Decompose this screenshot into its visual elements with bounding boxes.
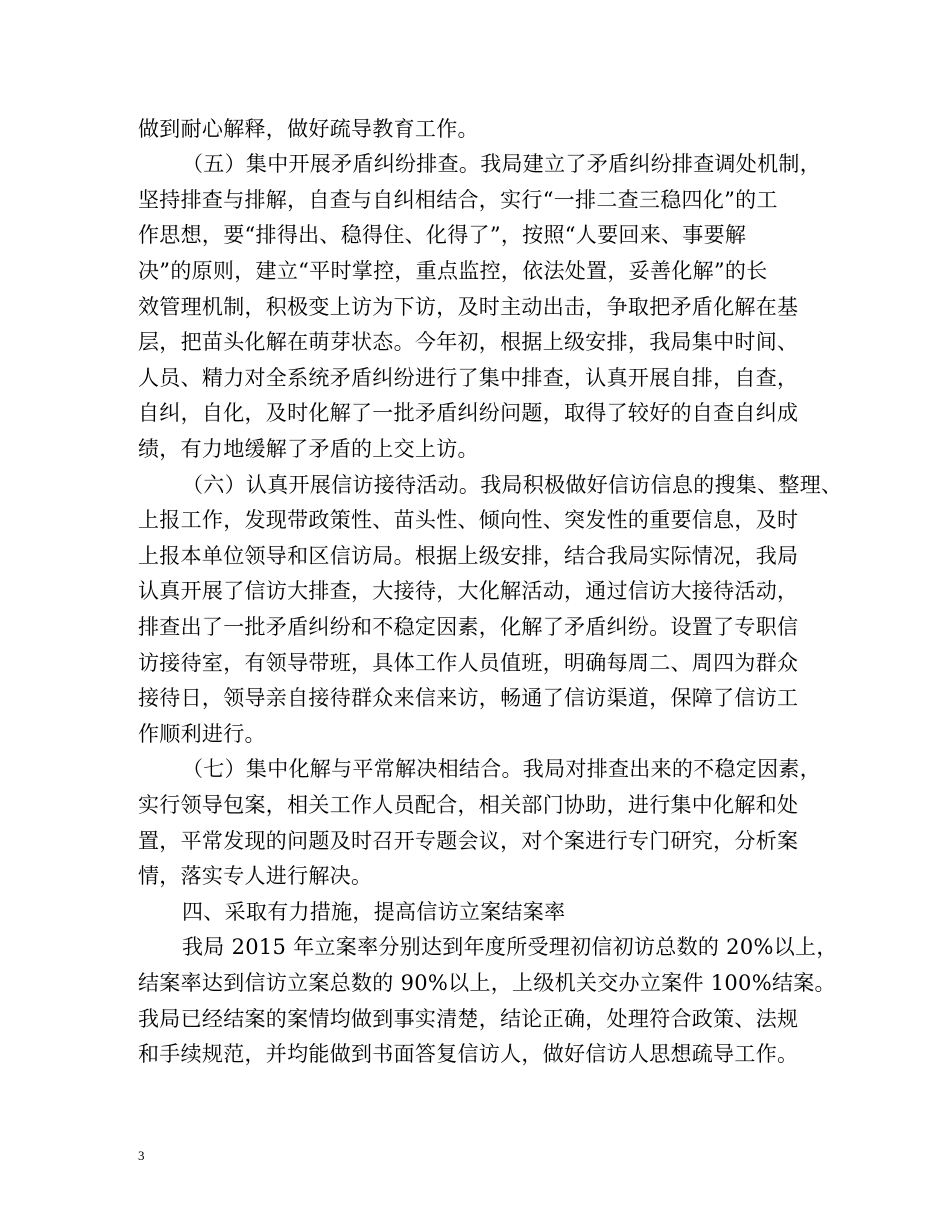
text-line: 上报工作，发现带政策性、苗头性、倾向性、突发性的重要信息，及时 <box>138 508 799 532</box>
text-line: 绩，有力地缓解了矛盾的上交上访。 <box>138 437 479 461</box>
section-heading: 四、采取有力措施，提高信访立案结案率 <box>182 900 566 924</box>
page-number: 3 <box>138 1148 145 1163</box>
paragraph-heading: （六）认真开展信访接待活动。我局积极做好信访信息的搜集、整理、 <box>182 473 843 497</box>
text-line: 效管理机制，积极变上访为下访，及时主动出击，争取把矛盾化解在基 <box>138 295 799 319</box>
text-line: 访接待室，有领导带班，具体工作人员值班，明确每周二、周四为群众 <box>138 651 799 675</box>
text-line: 实行领导包案，相关工作人员配合，相关部门协助，进行集中化解和处 <box>138 793 799 817</box>
text-line: 结案率达到信访立案总数的 90%以上，上级机关交办立案件 100%结案。 <box>138 971 836 995</box>
text-line: 认真开展了信访大排查，大接待，大化解活动，通过信访大接待活动， <box>138 579 799 603</box>
paragraph-heading: （七）集中化解与平常解决相结合。我局对排查出来的不稳定因素， <box>182 757 821 781</box>
text-line: 和手续规范，并均能做到书面答复信访人，做好信访人思想疏导工作。 <box>138 1042 799 1066</box>
text-line: 作思想，要“排得出、稳得住、化得了”，按照“人要回来、事要解 <box>138 223 747 247</box>
text-line: 置，平常发现的问题及时召开专题会议，对个案进行专门研究，分析案 <box>138 829 799 853</box>
paragraph-heading: （五）集中开展矛盾纠纷排查。我局建立了矛盾纠纷排查调处机制， <box>182 152 821 176</box>
text-line: 做到耐心解释，做好疏导教育工作。 <box>138 117 479 141</box>
text-line: 我局 2015 年立案率分别达到年度所受理初信初访总数的 20%以上， <box>182 935 838 959</box>
text-line: 接待日，领导亲自接待群众来信来访，畅通了信访渠道，保障了信访工 <box>138 686 799 710</box>
text-line: 自纠，自化，及时化解了一批矛盾纠纷问题，取得了较好的自查自纠成 <box>138 401 799 425</box>
text-line: 决”的原则，建立“平时掌控，重点监控，依法处置，妥善化解”的长 <box>138 259 768 283</box>
text-line: 上报本单位领导和区信访局。根据上级安排，结合我局实际情况，我局 <box>138 544 799 568</box>
text-line: 人员、精力对全系统矛盾纠纷进行了集中排查，认真开展自排，自查， <box>138 366 799 390</box>
text-line: 我局已经结案的案情均做到事实清楚，结论正确，处理符合政策、法规 <box>138 1007 799 1031</box>
text-line: 坚持排查与排解，自查与自纠相结合，实行“一排二查三稳四化”的工 <box>138 188 778 212</box>
text-line: 层，把苗头化解在萌芽状态。今年初，根据上级安排，我局集中时间、 <box>138 330 799 354</box>
text-line: 作顺利进行。 <box>138 722 266 746</box>
text-line: 情，落实专人进行解决。 <box>138 864 373 888</box>
text-line: 排查出了一批矛盾纠纷和不稳定因素，化解了矛盾纠纷。设置了专职信 <box>138 615 799 639</box>
